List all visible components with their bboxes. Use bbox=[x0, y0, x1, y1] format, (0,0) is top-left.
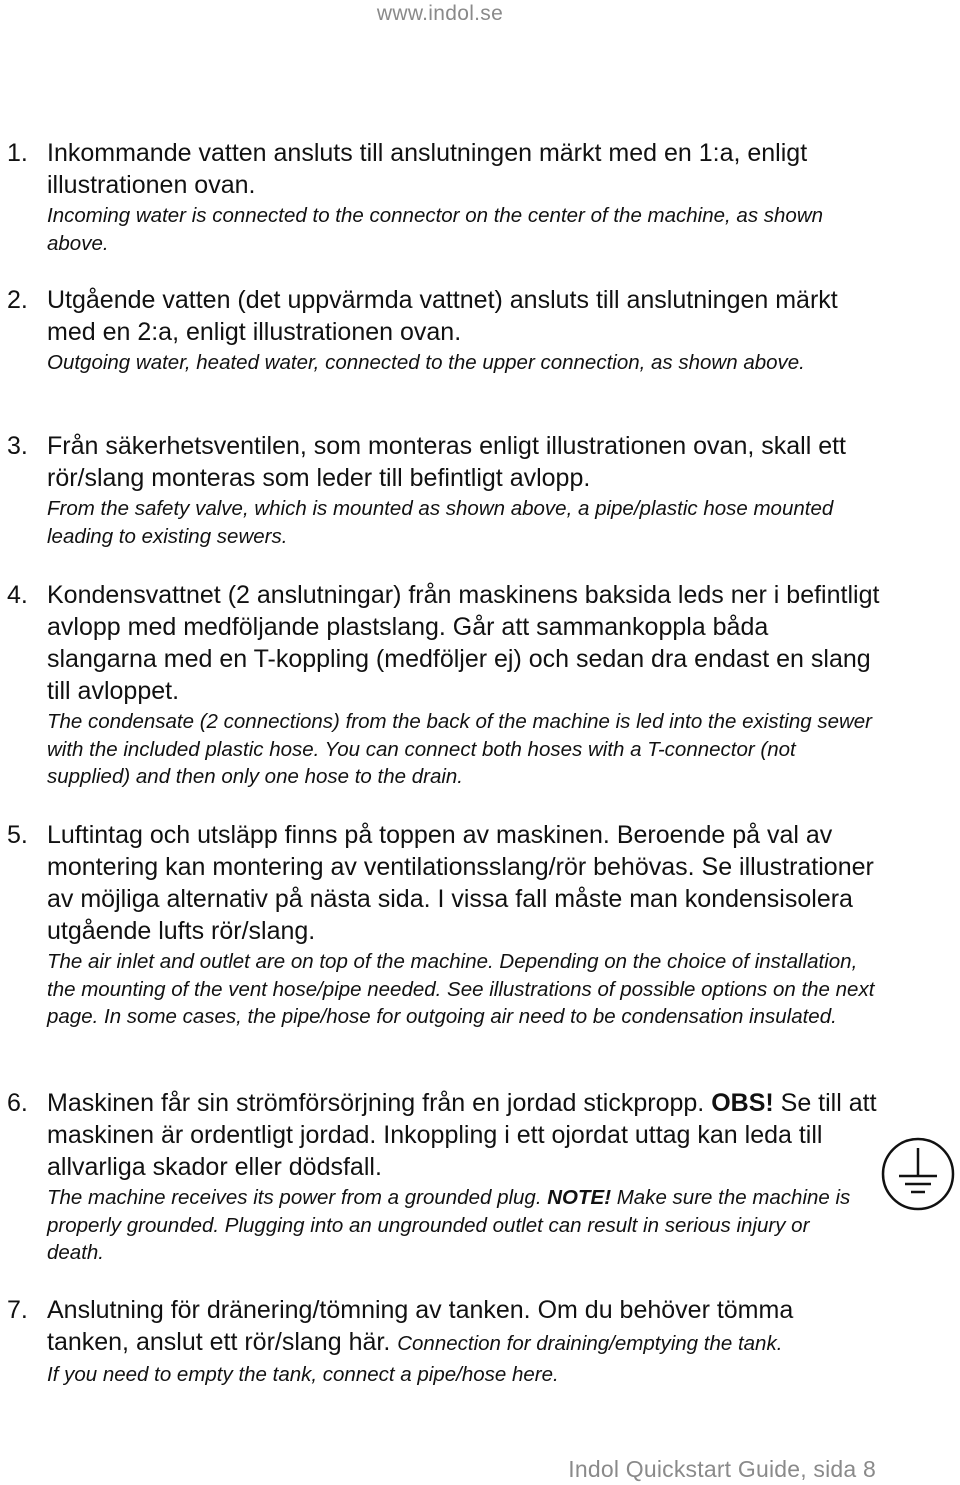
english-text-part: The machine receives its power from a grounded plug. bbox=[47, 1186, 542, 1209]
swedish-text: Luftintag och utsläpp finns på toppen av maskinen. Beroende på val av montering kan montering av ventilationsslang/rör behövas. Se illustrationer av möjliga alternativ på nästa sida. I vissa fall måste man kondensisolera utgående lufts rör/slang. bbox=[47, 821, 874, 945]
swedish-text bbox=[47, 1087, 877, 1183]
english-text-part: Make sure the machine is properly grounded. Plugging into an ungrounded outlet can result in serious injury or death. bbox=[47, 1186, 851, 1264]
swedish-text: Kondensvattnet (2 anslutningar) från maskinens baksida leds ner i befintligt avlopp med medföljande plastslang. Går att sammankoppla båda slangarna med en T-koppling (medföljer ej) och sedan dra endast en slang till avloppet. bbox=[47, 581, 880, 705]
item-number: 7. bbox=[7, 1296, 28, 1324]
swedish-text-part: Se till att maskinen är ordentligt jordad. Inkoppling i ett ojordat uttag kan leda till allvarliga skador eller dödsfall. bbox=[47, 1089, 877, 1181]
list-item bbox=[0, 430, 960, 550]
list-item bbox=[0, 819, 960, 1031]
list-item bbox=[0, 579, 960, 791]
item-number: 5. bbox=[7, 821, 28, 849]
swedish-text bbox=[47, 1294, 882, 1360]
ground-symbol-icon bbox=[880, 1136, 956, 1212]
item-number: 4. bbox=[7, 581, 28, 609]
list-item bbox=[0, 1294, 960, 1389]
list-item bbox=[0, 1087, 960, 1267]
english-text: If you need to empty the tank, connect a pipe/hose here. bbox=[47, 1363, 559, 1386]
english-text: Outgoing water, heated water, connected to the upper connection, as shown above. bbox=[47, 351, 805, 374]
item-number: 2. bbox=[7, 286, 28, 314]
swedish-text: Från säkerhetsventilen, som monteras enligt illustrationen ovan, skall ett rör/slang monteras som leder till befintligt avlopp. bbox=[47, 432, 846, 492]
item-number: 6. bbox=[7, 1089, 28, 1117]
english-text: The condensate (2 connections) from the back of the machine is led into the existing sewer with the included plastic hose. You can connect both hoses with a T-connector (not supplied) and then only one hose to the drain. bbox=[47, 710, 873, 788]
swedish-text: Utgående vatten (det uppvärmda vattnet) ansluts till anslutningen märkt med en 2:a, enligt illustrationen ovan. bbox=[47, 286, 838, 346]
english-text bbox=[47, 1184, 872, 1267]
item-number: 3. bbox=[7, 432, 28, 460]
english-inline-text: Connection for draining/emptying the tank. bbox=[397, 1332, 783, 1355]
swedish-text-part: Anslutning för dränering/tömning av tanken. Om du behöver tömma tanken, anslut ett rör/slang här. bbox=[47, 1296, 794, 1356]
site-url[interactable]: www.indol.se bbox=[376, 2, 504, 25]
item-number: 1. bbox=[7, 139, 28, 167]
list-item bbox=[0, 137, 960, 257]
warning-label: NOTE! bbox=[547, 1186, 612, 1209]
english-text: From the safety valve, which is mounted as shown above, a pipe/plastic hose mounted leading to existing sewers. bbox=[47, 497, 834, 548]
page-footer: Indol Quickstart Guide, sida 8 bbox=[568, 1456, 876, 1482]
english-text: Incoming water is connected to the connector on the center of the machine, as shown above. bbox=[47, 204, 824, 255]
swedish-text: Inkommande vatten ansluts till anslutningen märkt med en 1:a, enligt illustrationen ovan. bbox=[47, 139, 808, 199]
list-item bbox=[0, 284, 960, 377]
swedish-text-part: Maskinen får sin strömförsörjning från en jordad stickpropp. bbox=[47, 1089, 705, 1117]
english-text: The air inlet and outlet are on top of the machine. Depending on the choice of installation, the mounting of the vent hose/pipe needed. See illustrations of possible options on the next page. In some cases, the pipe/hose for outgoing air need to be condensation insulated. bbox=[47, 950, 875, 1028]
warning-label: OBS! bbox=[711, 1089, 774, 1117]
